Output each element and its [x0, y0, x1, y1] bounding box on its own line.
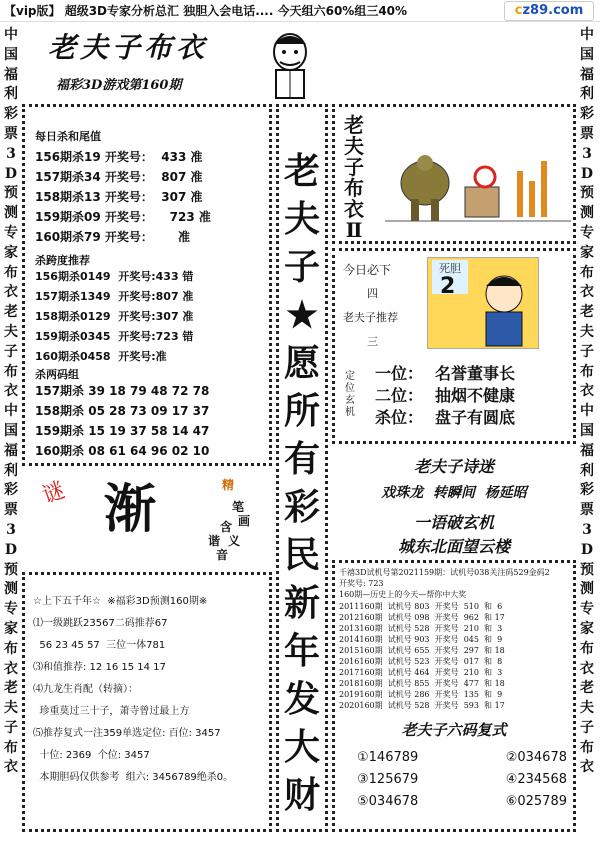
table-row: 2016160期 试机号 523 开奖号 017 和 8 [339, 657, 503, 666]
six-code-item: ③125679 [357, 772, 419, 787]
must-bet-value: 四 [367, 287, 378, 300]
right-title-vertical: 老 夫 子 布 衣 Ⅱ [344, 113, 364, 242]
table-row: 2020160期 试机号 528 开奖号 593 和 17 [339, 701, 505, 710]
dead-number: 2 [440, 274, 456, 299]
list-item: ⑸推荐复式一注359单选定位: 百位: 3457 [33, 728, 221, 739]
riddle-word: 画 [238, 514, 251, 528]
table-row: 2012160期 试机号 098 开奖号 962 和 17 [339, 613, 505, 622]
vertical-char: 大 [283, 726, 320, 768]
history-line: 160期—历史上的今天—帮你中大奖 [339, 590, 467, 599]
list-item: 159期杀0345 开奖号:723 错 [35, 330, 194, 343]
list-item: 160期杀 08 61 64 96 02 10 [35, 444, 210, 458]
position-row: 一位： 名誉董事长 [375, 364, 516, 383]
sec1-list [35, 147, 211, 247]
dead-badge: 死胆 [432, 260, 468, 294]
poem-title: 老夫子诗迷 [413, 457, 494, 476]
six-code-item: ⑤034678 [357, 794, 419, 809]
history-table [339, 601, 505, 711]
sec3-title: 杀两码组 [35, 368, 79, 381]
six-code-item: ①146789 [357, 750, 419, 765]
riddle-word: 义 [228, 534, 241, 548]
list-item: 158期杀 05 28 73 09 17 37 [35, 404, 210, 418]
list-item: 160期杀79 开奖号： 准 [35, 230, 190, 244]
table-row: 2018160期 试机号 855 开奖号 477 和 18 [339, 679, 505, 688]
site-logo[interactable]: cz89.com [504, 1, 594, 21]
recommend-value: 三 [367, 335, 378, 348]
list-item: ⑶和值推荐: 12 16 15 14 17 [33, 662, 166, 673]
list-item: 157期杀 39 18 79 48 72 78 [35, 384, 210, 398]
riddle-word: 精 [222, 478, 235, 492]
table-row: 2013160期 试机号 528 开奖号 210 和 3 [339, 624, 503, 633]
riddle-word: 含 [220, 520, 233, 534]
poem-line: 城东北面望云楼 [397, 537, 510, 556]
sec2-title: 杀跨度推荐 [35, 254, 90, 267]
poem-line: 戏珠龙 转瞬间 杨延昭 [381, 485, 527, 501]
six-code-title: 老夫子六码复式 [401, 721, 507, 739]
bottom-left-panel [22, 572, 272, 832]
right-mid-panel [332, 248, 576, 444]
six-code-item: ②034678 [505, 750, 567, 765]
list-item: 158期杀13 开奖号： 307 准 [35, 190, 203, 204]
vertical-char: 有 [283, 438, 320, 480]
vertical-char: 民 [283, 534, 320, 576]
list-item: 160期杀0458 开奖号:准 [35, 350, 167, 363]
riddle-word: 谐 [208, 534, 221, 548]
cartoon-man-icon [468, 268, 538, 348]
vertical-char: 所 [283, 390, 320, 432]
position-row: 杀位： 盘子有圆底 [375, 408, 516, 427]
list-item: ⑴一级跳跃23567二码推荐67 [33, 618, 168, 629]
table-row: 2017160期 试机号 464 开奖号 210 和 3 [339, 668, 503, 677]
cartoon-scene-icon [385, 147, 571, 227]
cartoon-man-icon [250, 28, 326, 100]
list-item: 159期杀09 开奖号： 723 准 [35, 210, 211, 224]
history-panel [332, 560, 576, 832]
history-line: 开奖号: 723 [339, 579, 384, 588]
vertical-char: 夫 [283, 198, 320, 240]
dingwei-label: 定 位 玄 机 [345, 371, 355, 418]
title-block [22, 24, 312, 100]
list-item: 本期胆码仅供参考 组六: 3456789绝杀0。 [33, 772, 234, 783]
riddle-word: 音 [216, 548, 229, 562]
poem-line: 一语破玄机 [413, 513, 494, 532]
list-item: 156期杀0149 开奖号:433 错 [35, 270, 194, 283]
list-item: ☆上下五千年☆ ※福彩3D预测160期※ [33, 596, 208, 607]
list-item: 十位: 2369 个位: 3457 [33, 750, 150, 761]
list-item: 158期杀0129 开奖号:307 准 [35, 310, 194, 323]
sec1-title: 每日杀和尾值 [35, 130, 101, 143]
vertical-char: 愿 [283, 342, 320, 384]
right-top-panel [332, 104, 576, 244]
vertical-char: ★ [285, 294, 319, 336]
right-side-text: 中国福利彩票3D预测专家布衣老夫子布衣中国福利彩票3D预测专家布衣老夫子布衣 [580, 27, 594, 776]
must-bet-label: 今日必下 [343, 263, 392, 277]
sub-title: 福彩3D游戏第160期 [56, 78, 182, 93]
forecast-list [33, 591, 233, 789]
riddle-word: 笔 [232, 500, 245, 514]
table-row: 2011160期 试机号 803 开奖号 510 和 6 [339, 602, 503, 611]
vertical-char: 财 [283, 774, 320, 816]
left-stats-panel [22, 104, 272, 466]
six-code-grid [357, 747, 567, 813]
cartoon-panel [427, 257, 539, 349]
riddle-stamp: 谜 [39, 477, 69, 509]
list-item: ⑷九龙生肖配（转摘）： [33, 684, 138, 695]
vertical-char: 子 [283, 246, 320, 288]
list-item: 珍重莫过三十子，萧寺曾过最上方 [33, 706, 190, 717]
center-vertical-panel [276, 104, 328, 832]
list-item: 157期杀1349 开奖号:807 准 [35, 290, 194, 303]
table-row: 2014160期 试机号 903 开奖号 045 和 9 [339, 635, 503, 644]
left-side-text: 中国福利彩票3D预测专家布衣老夫子布衣中国福利彩票3D预测专家布衣老夫子布衣 [4, 27, 18, 776]
table-row: 2019160期 试机号 286 开奖号 135 和 9 [339, 690, 503, 699]
header-text: 【vip版】 超级3D专家分析总汇 独胆入会电话.... 今天组六60%组三40% [4, 4, 408, 18]
list-item: 159期杀 15 19 37 58 14 47 [35, 424, 210, 438]
poem-panel [332, 448, 576, 558]
main-title: 老夫子布衣 [48, 31, 209, 64]
history-head: 千禧3D试机号第2021159期：试机号038关注码529金码2 [339, 568, 550, 577]
position-rows [375, 363, 515, 429]
center-vertical-text [279, 147, 325, 819]
six-code-item: ⑥025789 [505, 794, 567, 809]
six-code-item: ④234568 [505, 772, 567, 787]
table-row: 2015160期 试机号 655 开奖号 297 和 18 [339, 646, 505, 655]
list-item: 56 23 45 57 三位一体781 [33, 640, 166, 651]
vertical-char: 老 [283, 150, 320, 192]
riddle-panel [22, 470, 272, 562]
recommend-label: 老夫子推荐 [343, 311, 398, 324]
sec3-list [35, 381, 209, 461]
vertical-char: 发 [283, 678, 320, 720]
vertical-char: 彩 [283, 486, 320, 528]
vertical-char: 新 [283, 582, 320, 624]
sec2-list [35, 267, 193, 367]
riddle-char: 渐 [104, 480, 157, 540]
position-row: 二位： 抽烟不健康 [375, 386, 516, 405]
list-item: 157期杀34 开奖号： 807 准 [35, 170, 203, 184]
vertical-char: 年 [283, 630, 320, 672]
list-item: 156期杀19 开奖号： 433 准 [35, 150, 203, 164]
